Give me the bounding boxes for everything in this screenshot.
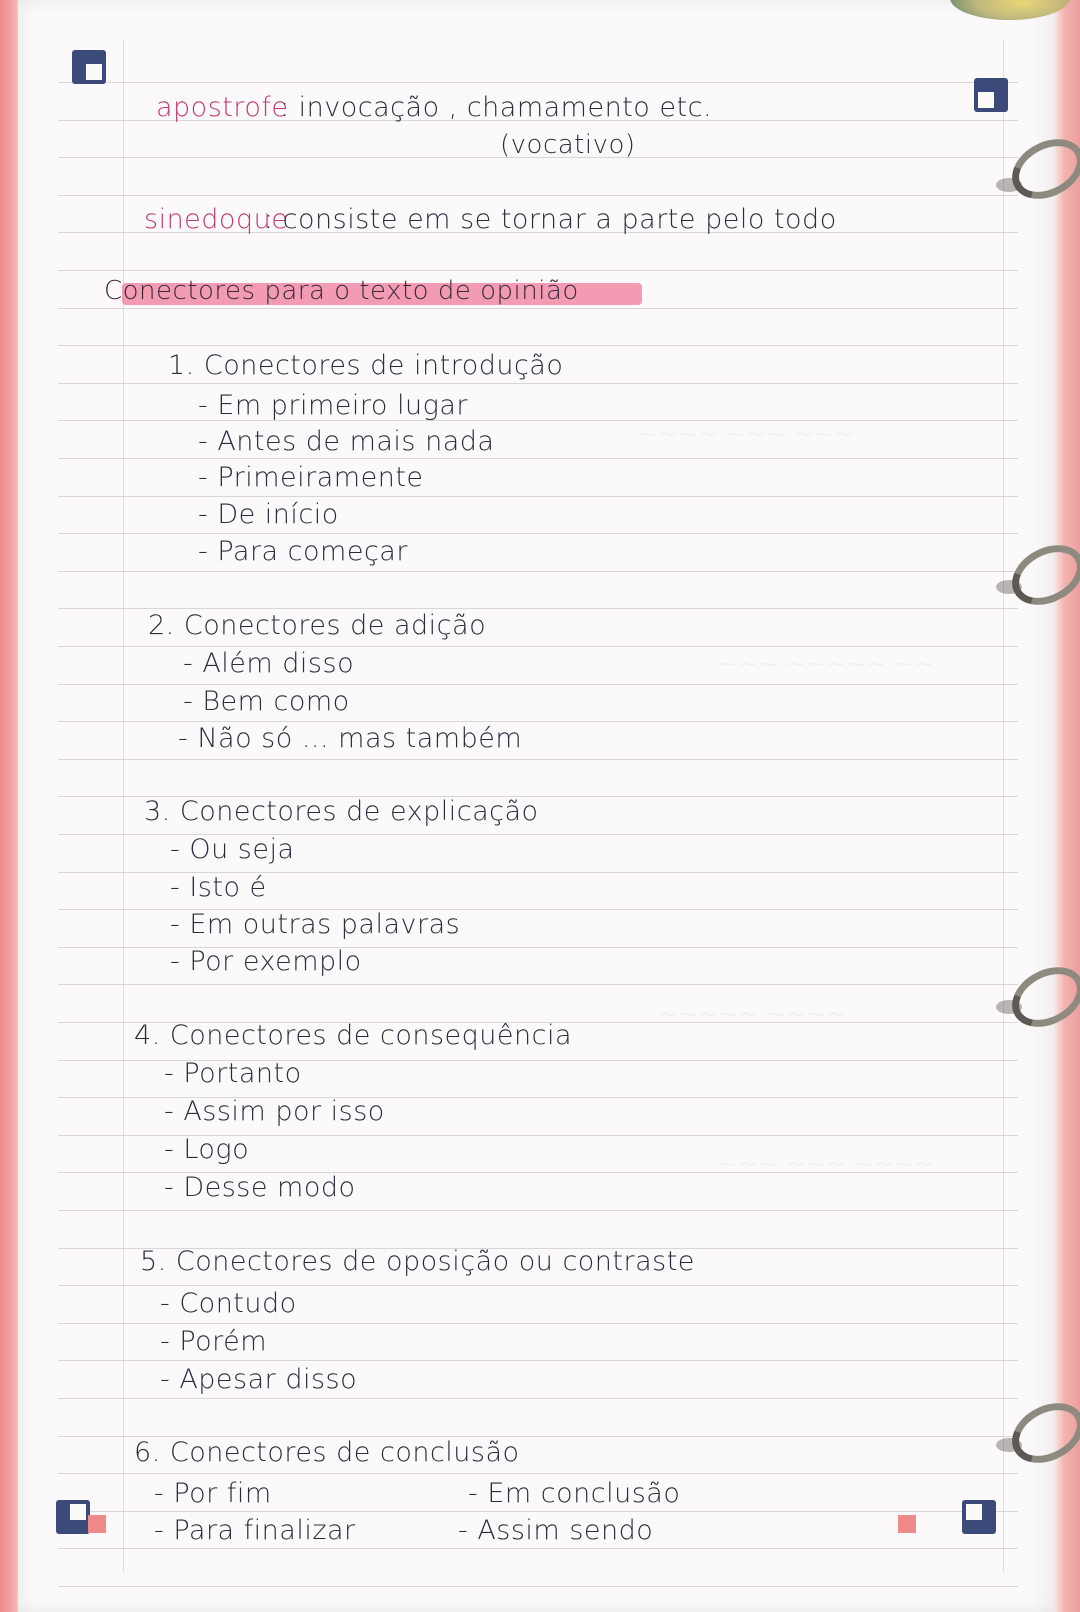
- definition-sinedoque: : consiste em se tornar a parte pelo todo: [264, 204, 837, 235]
- show-through-text: ~~~ ~~~ ~~~~: [718, 1150, 935, 1178]
- notebook-page: [18, 0, 1054, 1612]
- section-title: 6. Conectores de conclusão: [134, 1437, 520, 1468]
- ruled-line: [58, 270, 1018, 271]
- section-title: 4. Conectores de consequência: [134, 1020, 573, 1051]
- ruled-line: [58, 195, 1018, 196]
- section-title: 3. Conectores de explicação: [144, 796, 539, 827]
- list-item: - Primeiramente: [198, 462, 424, 493]
- list-item: - Contudo: [160, 1288, 297, 1319]
- show-through-text: ~~~ ~~~~~ ~~: [718, 650, 935, 678]
- list-item: - Apesar disso: [160, 1364, 358, 1395]
- ruled-line: [58, 345, 1018, 346]
- list-item: - Isto é: [170, 872, 267, 903]
- term-sinedoque: sinedoque: [144, 204, 289, 235]
- list-item: - De início: [198, 499, 339, 530]
- ruled-line: [58, 82, 1018, 83]
- aside-vocativo: (vocativo): [500, 130, 636, 160]
- ruled-line: [58, 533, 1018, 534]
- list-item: - Em outras palavras: [170, 909, 461, 940]
- ruled-line: [58, 383, 1018, 384]
- ruled-line: [58, 1473, 1018, 1474]
- list-item: - Em conclusão: [468, 1478, 681, 1509]
- list-item: - Desse modo: [164, 1172, 356, 1203]
- section-title: 1. Conectores de introdução: [168, 350, 564, 381]
- ruled-line: [58, 496, 1018, 497]
- list-item: - Para finalizar: [154, 1515, 356, 1546]
- corner-sticker-bottom-left: [56, 1500, 90, 1534]
- ruled-line: [58, 684, 1018, 685]
- list-item: - Em primeiro lugar: [198, 390, 468, 421]
- list-item: - Ou seja: [170, 834, 295, 865]
- list-item: - Antes de mais nada: [198, 426, 495, 457]
- list-item: - Para começar: [198, 536, 408, 567]
- ruled-line: [58, 308, 1018, 309]
- pink-square-sticker: [898, 1515, 916, 1533]
- ruled-line: [58, 1548, 1018, 1549]
- ruled-line: [58, 458, 1018, 459]
- ruled-line: [58, 608, 1018, 609]
- ruled-line: [58, 1511, 1018, 1512]
- corner-sticker-top-left: [72, 50, 106, 84]
- section-title: 5. Conectores de oposição ou contraste: [140, 1246, 695, 1277]
- list-item: - Porém: [160, 1326, 268, 1357]
- ruled-line: [58, 759, 1018, 760]
- list-item: - Assim por isso: [164, 1096, 385, 1127]
- section-heading: Conectores para o texto de opinião: [104, 276, 579, 306]
- list-item: - Assim sendo: [458, 1515, 654, 1546]
- list-item: - Não só ... mas também: [178, 723, 523, 754]
- ruled-line: [58, 1586, 1018, 1587]
- list-item: - Por exemplo: [170, 946, 362, 977]
- term-apostrofe: apostrofe: [156, 92, 289, 123]
- ruled-line: [58, 1285, 1018, 1286]
- list-item: - Além disso: [183, 648, 355, 679]
- ruled-line: [58, 984, 1018, 985]
- ruled-line: [58, 721, 1018, 722]
- ruled-line: [58, 1323, 1018, 1324]
- list-item: - Bem como: [183, 686, 350, 717]
- corner-sticker-top-right: [974, 78, 1008, 112]
- ruled-line: [58, 1360, 1018, 1361]
- list-item: - Por fim: [154, 1478, 272, 1509]
- list-item: - Logo: [164, 1134, 250, 1165]
- show-through-text: ~~~~ ~~~ ~~~: [638, 420, 855, 448]
- ruled-line: [58, 571, 1018, 572]
- definition-apostrofe: : invocação , chamamento etc.: [280, 92, 713, 123]
- list-item: - Portanto: [164, 1058, 302, 1089]
- binder-cover-left-edge: [0, 0, 20, 1612]
- ruled-line: [58, 1210, 1018, 1211]
- corner-sticker-bottom-right: [962, 1500, 996, 1534]
- binder-cover-right-edge: [1054, 0, 1080, 1612]
- ruled-line: [58, 1398, 1018, 1399]
- show-through-text: ~~~~~ ~~~~: [658, 1000, 847, 1028]
- ruled-line: [58, 646, 1018, 647]
- section-title: 2. Conectores de adição: [148, 610, 487, 641]
- pink-square-sticker: [88, 1515, 106, 1533]
